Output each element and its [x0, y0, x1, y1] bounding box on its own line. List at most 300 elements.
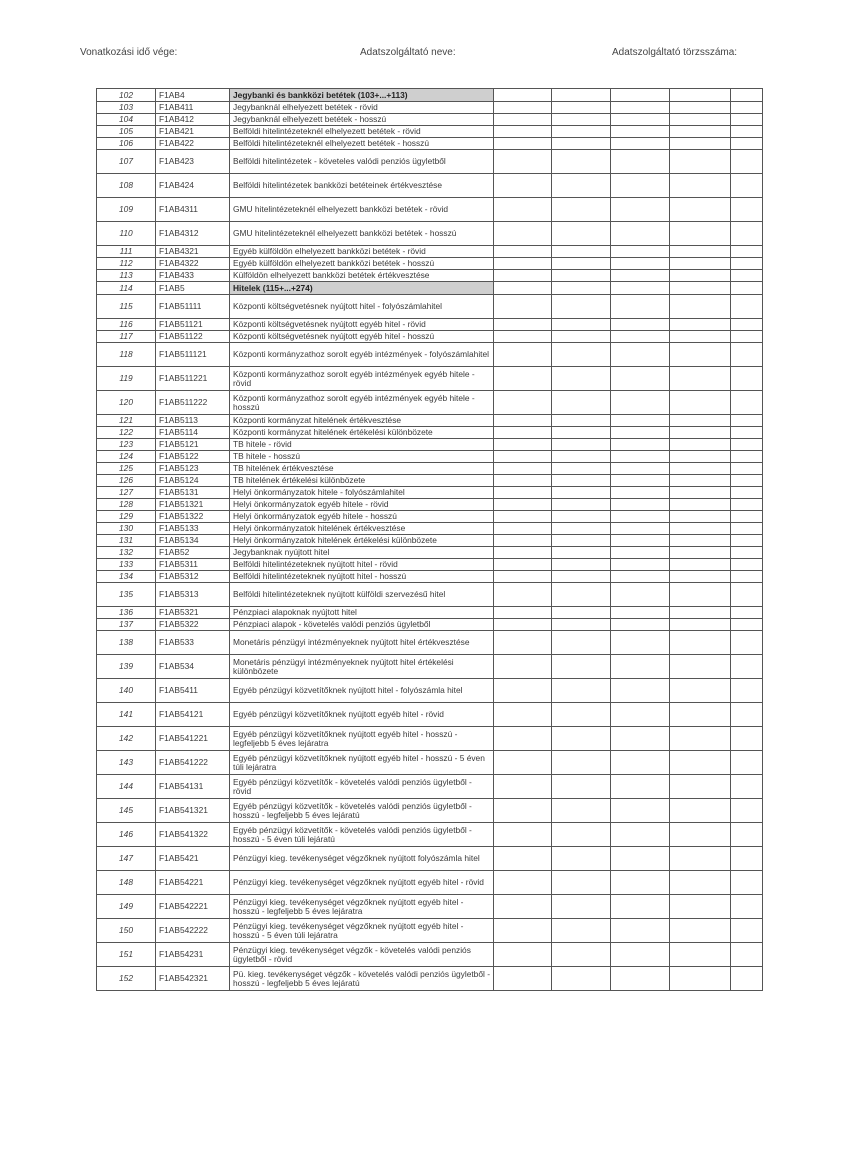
value-cell[interactable] [670, 871, 731, 895]
value-cell[interactable] [731, 607, 763, 619]
value-cell[interactable] [670, 343, 731, 367]
value-cell[interactable] [494, 102, 552, 114]
value-cell[interactable] [670, 331, 731, 343]
value-cell[interactable] [611, 679, 670, 703]
value-cell[interactable] [552, 102, 611, 114]
value-cell[interactable] [731, 102, 763, 114]
value-cell[interactable] [552, 391, 611, 415]
value-cell[interactable] [670, 847, 731, 871]
value-cell[interactable] [611, 607, 670, 619]
value-cell[interactable] [494, 679, 552, 703]
value-cell[interactable] [670, 655, 731, 679]
value-cell[interactable] [731, 198, 763, 222]
value-cell[interactable] [552, 319, 611, 331]
value-cell[interactable] [611, 619, 670, 631]
value-cell[interactable] [611, 295, 670, 319]
table-row [97, 126, 763, 138]
value-cell[interactable] [731, 499, 763, 511]
value-cell[interactable] [731, 126, 763, 138]
value-cell[interactable] [494, 439, 552, 451]
value-cell[interactable] [611, 319, 670, 331]
row-description: Pénzügyi kieg. tevékenységet végzőknek nyújtott egyéb hitel - rövid [230, 871, 494, 895]
value-cell[interactable] [494, 547, 552, 559]
value-cell[interactable] [611, 655, 670, 679]
value-cell[interactable] [731, 319, 763, 331]
value-cell[interactable] [731, 547, 763, 559]
value-cell[interactable] [611, 499, 670, 511]
value-cell[interactable] [552, 679, 611, 703]
value-cell[interactable] [731, 679, 763, 703]
value-cell[interactable] [731, 847, 763, 871]
row-code: F1AB511221 [156, 367, 230, 391]
value-cell[interactable] [611, 487, 670, 499]
value-cell[interactable] [552, 439, 611, 451]
value-cell[interactable] [611, 583, 670, 607]
value-cell[interactable] [670, 439, 731, 451]
value-cell[interactable] [611, 198, 670, 222]
value-cell[interactable] [494, 126, 552, 138]
value-cell[interactable] [670, 703, 731, 727]
table-row [97, 583, 763, 607]
value-cell[interactable] [731, 89, 763, 102]
value-cell[interactable] [611, 895, 670, 919]
value-cell[interactable] [494, 150, 552, 174]
value-cell[interactable] [611, 475, 670, 487]
value-cell[interactable] [611, 126, 670, 138]
value-cell[interactable] [494, 607, 552, 619]
value-cell[interactable] [731, 511, 763, 523]
value-cell[interactable] [494, 331, 552, 343]
value-cell[interactable] [670, 967, 731, 991]
value-cell[interactable] [552, 150, 611, 174]
value-cell[interactable] [611, 451, 670, 463]
value-cell[interactable] [611, 571, 670, 583]
table-row [97, 174, 763, 198]
value-cell[interactable] [552, 499, 611, 511]
value-cell[interactable] [611, 535, 670, 547]
value-cell[interactable] [611, 799, 670, 823]
value-cell[interactable] [552, 967, 611, 991]
value-cell[interactable] [494, 463, 552, 475]
value-cell[interactable] [611, 246, 670, 258]
row-number: 142 [97, 727, 156, 751]
value-cell[interactable] [494, 114, 552, 126]
value-cell[interactable] [731, 535, 763, 547]
value-cell[interactable] [611, 343, 670, 367]
value-cell[interactable] [552, 138, 611, 150]
value-cell[interactable] [670, 487, 731, 499]
value-cell[interactable] [670, 198, 731, 222]
table-row [97, 102, 763, 114]
value-cell[interactable] [552, 631, 611, 655]
value-cell[interactable] [670, 631, 731, 655]
value-cell[interactable] [731, 258, 763, 270]
table-row [97, 246, 763, 258]
value-cell[interactable] [670, 258, 731, 270]
table-row [97, 751, 763, 775]
table-row [97, 619, 763, 631]
value-cell[interactable] [611, 174, 670, 198]
value-cell[interactable] [494, 631, 552, 655]
value-cell[interactable] [494, 391, 552, 415]
table-row [97, 799, 763, 823]
value-cell[interactable] [611, 751, 670, 775]
row-description: Pü. kieg. tevékenységet végzők - követelés valódi penziós ügyletből - hosszú - legfeljebb 5 éves lejáratú [230, 967, 494, 991]
row-number: 150 [97, 919, 156, 943]
table-row [97, 571, 763, 583]
value-cell[interactable] [494, 343, 552, 367]
row-number: 134 [97, 571, 156, 583]
row-number: 112 [97, 258, 156, 270]
value-cell[interactable] [494, 319, 552, 331]
value-cell[interactable] [731, 487, 763, 499]
value-cell[interactable] [611, 89, 670, 102]
value-cell[interactable] [552, 487, 611, 499]
value-cell[interactable] [552, 282, 611, 295]
value-cell[interactable] [552, 823, 611, 847]
value-cell[interactable] [670, 535, 731, 547]
value-cell[interactable] [494, 823, 552, 847]
value-cell[interactable] [611, 258, 670, 270]
value-cell[interactable] [552, 258, 611, 270]
value-cell[interactable] [494, 487, 552, 499]
value-cell[interactable] [494, 246, 552, 258]
row-number: 107 [97, 150, 156, 174]
value-cell[interactable] [670, 607, 731, 619]
value-cell[interactable] [731, 619, 763, 631]
value-cell[interactable] [552, 727, 611, 751]
value-cell[interactable] [731, 475, 763, 487]
value-cell[interactable] [611, 967, 670, 991]
value-cell[interactable] [670, 727, 731, 751]
value-cell[interactable] [611, 943, 670, 967]
value-cell[interactable] [494, 943, 552, 967]
value-cell[interactable] [731, 655, 763, 679]
row-code: F1AB412 [156, 114, 230, 126]
value-cell[interactable] [494, 535, 552, 547]
row-code: F1AB4312 [156, 222, 230, 246]
value-cell[interactable] [494, 138, 552, 150]
value-cell[interactable] [670, 246, 731, 258]
value-cell[interactable] [731, 174, 763, 198]
value-cell[interactable] [552, 222, 611, 246]
value-cell[interactable] [552, 571, 611, 583]
value-cell[interactable] [494, 571, 552, 583]
value-cell[interactable] [670, 367, 731, 391]
value-cell[interactable] [494, 295, 552, 319]
value-cell[interactable] [494, 523, 552, 535]
value-cell[interactable] [731, 270, 763, 282]
value-cell[interactable] [731, 571, 763, 583]
value-cell[interactable] [670, 150, 731, 174]
value-cell[interactable] [611, 727, 670, 751]
value-cell[interactable] [552, 919, 611, 943]
row-code: F1AB511222 [156, 391, 230, 415]
value-cell[interactable] [611, 631, 670, 655]
value-cell[interactable] [611, 222, 670, 246]
value-cell[interactable] [670, 523, 731, 535]
value-cell[interactable] [731, 583, 763, 607]
value-cell[interactable] [552, 871, 611, 895]
value-cell[interactable] [670, 138, 731, 150]
value-cell[interactable] [552, 799, 611, 823]
row-code: F1AB5313 [156, 583, 230, 607]
value-cell[interactable] [731, 150, 763, 174]
value-cell[interactable] [670, 415, 731, 427]
value-cell[interactable] [670, 222, 731, 246]
value-cell[interactable] [670, 427, 731, 439]
value-cell[interactable] [552, 270, 611, 282]
value-cell[interactable] [552, 331, 611, 343]
value-cell[interactable] [611, 823, 670, 847]
value-cell[interactable] [731, 799, 763, 823]
value-cell[interactable] [552, 775, 611, 799]
value-cell[interactable] [731, 871, 763, 895]
value-cell[interactable] [731, 559, 763, 571]
value-cell[interactable] [494, 559, 552, 571]
value-cell[interactable] [552, 343, 611, 367]
value-cell[interactable] [670, 775, 731, 799]
value-cell[interactable] [552, 367, 611, 391]
value-cell[interactable] [731, 463, 763, 475]
value-cell[interactable] [552, 198, 611, 222]
value-cell[interactable] [670, 499, 731, 511]
value-cell[interactable] [670, 126, 731, 138]
value-cell[interactable] [670, 114, 731, 126]
value-cell[interactable] [494, 475, 552, 487]
value-cell[interactable] [494, 222, 552, 246]
value-cell[interactable] [670, 270, 731, 282]
value-cell[interactable] [494, 451, 552, 463]
value-cell[interactable] [670, 751, 731, 775]
value-cell[interactable] [731, 523, 763, 535]
value-cell[interactable] [494, 367, 552, 391]
value-cell[interactable] [611, 559, 670, 571]
row-code: F1AB541221 [156, 727, 230, 751]
row-description: Pénzügyi kieg. tevékenységet végzőknek nyújtott folyószámla hitel [230, 847, 494, 871]
row-number: 113 [97, 270, 156, 282]
value-cell[interactable] [670, 295, 731, 319]
row-description: Központi kormányzathoz sorolt egyéb intézmények egyéb hitele - rövid [230, 367, 494, 391]
row-number: 129 [97, 511, 156, 523]
row-code: F1AB5321 [156, 607, 230, 619]
value-cell[interactable] [552, 751, 611, 775]
value-cell[interactable] [552, 89, 611, 102]
value-cell[interactable] [611, 138, 670, 150]
table-row [97, 823, 763, 847]
value-cell[interactable] [611, 391, 670, 415]
value-cell[interactable] [494, 967, 552, 991]
value-cell[interactable] [731, 282, 763, 295]
value-cell[interactable] [611, 282, 670, 295]
value-cell[interactable] [611, 270, 670, 282]
value-cell[interactable] [670, 679, 731, 703]
value-cell[interactable] [611, 415, 670, 427]
value-cell[interactable] [611, 427, 670, 439]
value-cell[interactable] [611, 114, 670, 126]
row-number: 130 [97, 523, 156, 535]
value-cell[interactable] [494, 499, 552, 511]
value-cell[interactable] [670, 799, 731, 823]
value-cell[interactable] [494, 427, 552, 439]
value-cell[interactable] [611, 331, 670, 343]
value-cell[interactable] [552, 295, 611, 319]
value-cell[interactable] [670, 89, 731, 102]
value-cell[interactable] [552, 607, 611, 619]
row-code: F1AB4311 [156, 198, 230, 222]
value-cell[interactable] [552, 126, 611, 138]
value-cell[interactable] [670, 583, 731, 607]
row-code: F1AB424 [156, 174, 230, 198]
value-cell[interactable] [552, 847, 611, 871]
value-cell[interactable] [552, 415, 611, 427]
value-cell[interactable] [731, 427, 763, 439]
value-cell[interactable] [552, 174, 611, 198]
value-cell[interactable] [611, 703, 670, 727]
value-cell[interactable] [494, 415, 552, 427]
value-cell[interactable] [552, 535, 611, 547]
value-cell[interactable] [494, 895, 552, 919]
value-cell[interactable] [731, 919, 763, 943]
value-cell[interactable] [731, 391, 763, 415]
value-cell[interactable] [611, 523, 670, 535]
value-cell[interactable] [552, 619, 611, 631]
row-description: Helyi önkormányzatok hitelének értékelési különbözete [230, 535, 494, 547]
value-cell[interactable] [670, 619, 731, 631]
value-cell[interactable] [552, 523, 611, 535]
value-cell[interactable] [494, 871, 552, 895]
value-cell[interactable] [611, 511, 670, 523]
value-cell[interactable] [611, 463, 670, 475]
value-cell[interactable] [731, 751, 763, 775]
value-cell[interactable] [611, 775, 670, 799]
row-description: Egyéb pénzügyi közvetítők - követelés valódi penziós ügyletből - hosszú - 5 éven túli lejáratú [230, 823, 494, 847]
value-cell[interactable] [731, 943, 763, 967]
value-cell[interactable] [494, 847, 552, 871]
value-cell[interactable] [670, 463, 731, 475]
value-cell[interactable] [731, 367, 763, 391]
row-number: 102 [97, 89, 156, 102]
value-cell[interactable] [670, 282, 731, 295]
value-cell[interactable] [670, 174, 731, 198]
value-cell[interactable] [552, 511, 611, 523]
value-cell[interactable] [611, 150, 670, 174]
value-cell[interactable] [731, 775, 763, 799]
table-row [97, 703, 763, 727]
row-code: F1AB4322 [156, 258, 230, 270]
value-cell[interactable] [670, 895, 731, 919]
value-cell[interactable] [552, 463, 611, 475]
value-cell[interactable] [670, 571, 731, 583]
value-cell[interactable] [611, 871, 670, 895]
value-cell[interactable] [731, 631, 763, 655]
value-cell[interactable] [731, 138, 763, 150]
value-cell[interactable] [670, 547, 731, 559]
table-row [97, 439, 763, 451]
value-cell[interactable] [731, 246, 763, 258]
value-cell[interactable] [731, 451, 763, 463]
value-cell[interactable] [670, 102, 731, 114]
value-cell[interactable] [494, 655, 552, 679]
value-cell[interactable] [494, 775, 552, 799]
value-cell[interactable] [494, 258, 552, 270]
row-number: 103 [97, 102, 156, 114]
row-number: 127 [97, 487, 156, 499]
value-cell[interactable] [731, 331, 763, 343]
value-cell[interactable] [494, 751, 552, 775]
table-row [97, 775, 763, 799]
value-cell[interactable] [552, 246, 611, 258]
table-row [97, 607, 763, 619]
value-cell[interactable] [731, 823, 763, 847]
value-cell[interactable] [552, 943, 611, 967]
value-cell[interactable] [494, 198, 552, 222]
value-cell[interactable] [731, 343, 763, 367]
value-cell[interactable] [670, 943, 731, 967]
value-cell[interactable] [494, 727, 552, 751]
value-cell[interactable] [611, 102, 670, 114]
value-cell[interactable] [552, 475, 611, 487]
value-cell[interactable] [552, 655, 611, 679]
value-cell[interactable] [731, 295, 763, 319]
value-cell[interactable] [670, 823, 731, 847]
value-cell[interactable] [670, 451, 731, 463]
value-cell[interactable] [731, 967, 763, 991]
row-code: F1AB541222 [156, 751, 230, 775]
value-cell[interactable] [731, 895, 763, 919]
value-cell[interactable] [731, 114, 763, 126]
value-cell[interactable] [494, 799, 552, 823]
value-cell[interactable] [552, 451, 611, 463]
value-cell[interactable] [670, 391, 731, 415]
value-cell[interactable] [494, 619, 552, 631]
value-cell[interactable] [552, 703, 611, 727]
table-row [97, 114, 763, 126]
value-cell[interactable] [670, 319, 731, 331]
value-cell[interactable] [611, 367, 670, 391]
value-cell[interactable] [494, 511, 552, 523]
value-cell[interactable] [494, 919, 552, 943]
value-cell[interactable] [552, 559, 611, 571]
value-cell[interactable] [494, 703, 552, 727]
row-description: TB hitelének értékelési különbözete [230, 475, 494, 487]
value-cell[interactable] [731, 727, 763, 751]
value-cell[interactable] [552, 583, 611, 607]
value-cell[interactable] [494, 270, 552, 282]
value-cell[interactable] [611, 439, 670, 451]
row-code: F1AB5133 [156, 523, 230, 535]
value-cell[interactable] [552, 427, 611, 439]
value-cell[interactable] [731, 439, 763, 451]
value-cell[interactable] [494, 282, 552, 295]
value-cell[interactable] [731, 415, 763, 427]
value-cell[interactable] [552, 895, 611, 919]
value-cell[interactable] [670, 919, 731, 943]
value-cell[interactable] [611, 547, 670, 559]
value-cell[interactable] [670, 475, 731, 487]
value-cell[interactable] [611, 919, 670, 943]
value-cell[interactable] [494, 583, 552, 607]
value-cell[interactable] [494, 89, 552, 102]
value-cell[interactable] [552, 547, 611, 559]
value-cell[interactable] [731, 222, 763, 246]
value-cell[interactable] [670, 559, 731, 571]
value-cell[interactable] [731, 703, 763, 727]
value-cell[interactable] [552, 114, 611, 126]
value-cell[interactable] [494, 174, 552, 198]
value-cell[interactable] [611, 847, 670, 871]
value-cell[interactable] [670, 511, 731, 523]
